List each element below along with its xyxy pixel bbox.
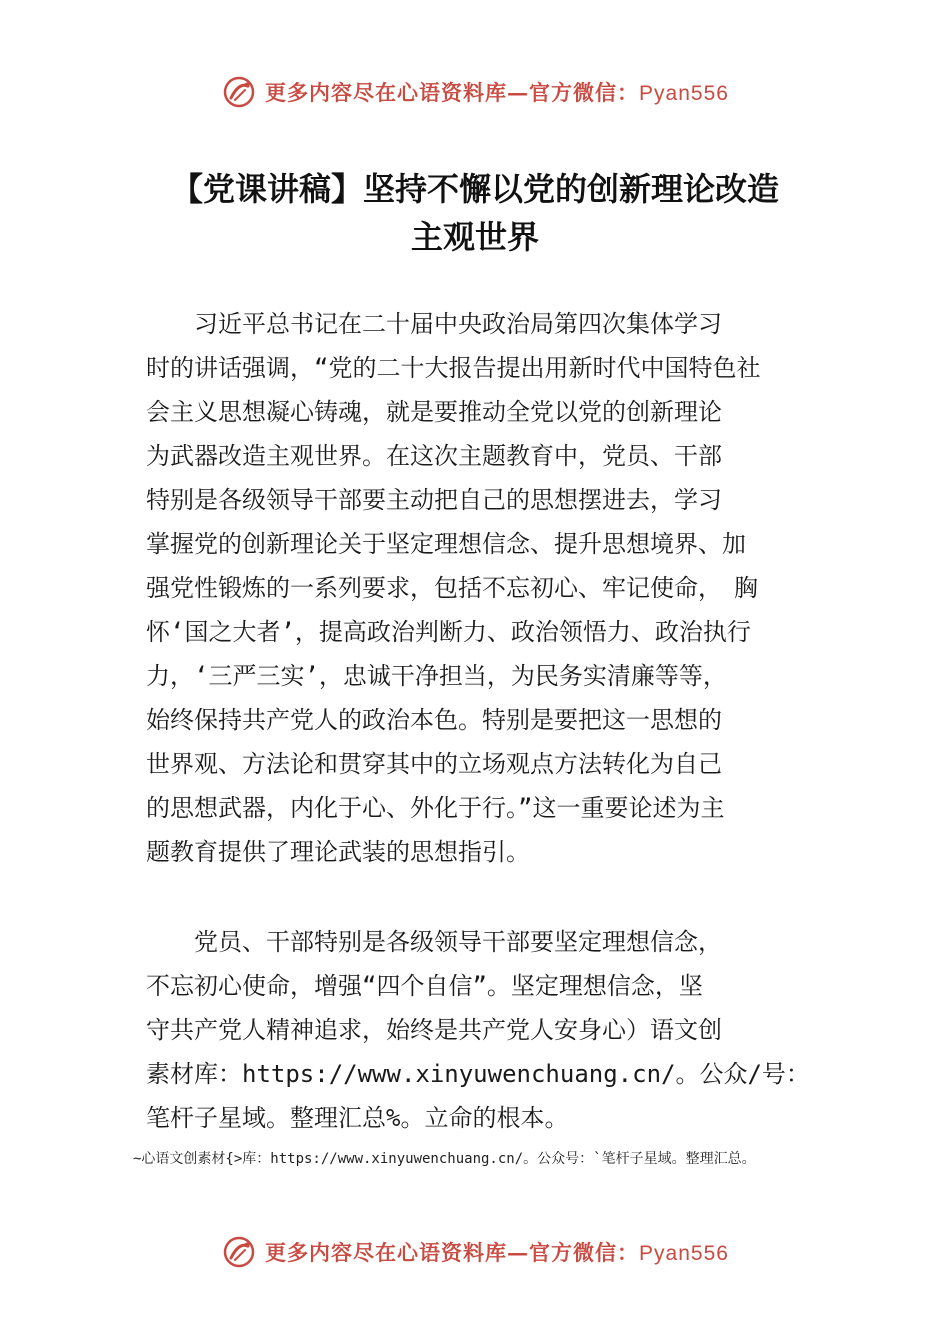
header-banner-text: 更多内容尽在心语资料库—官方微信：Pyan556 <box>265 80 729 105</box>
title-line-2: 主观世界 <box>410 218 539 256</box>
paragraph-line: 特别是各级领导干部要主动把自己的思想摆进去，学习 <box>146 486 722 514</box>
footer-banner <box>0 1230 950 1274</box>
paragraph-line: 不忘初心使命，增强“四个自信”。坚定理想信念，坚 <box>146 972 703 1000</box>
paragraph-line: 强党性锻炼的一系列要求，包括不忘初心、牢记使命， 胸 <box>146 574 758 602</box>
paragraph-line: 掌握党的创新理论关于坚定理想信念、提升思想境界、加 <box>146 530 746 558</box>
brand-logo-icon <box>221 74 257 110</box>
footnote: ~心语文创素材{>库：https://www.xinyuwenchuang.cn/。公众号：`笔杆子星域。整理汇总。 <box>133 1151 756 1167</box>
paragraph-line: 为武器改造主观世界。在这次主题教育中，党员、干部 <box>146 442 722 470</box>
paragraph-line: 素材库：https://www.xinyuwenchuang.cn/。公众/号： <box>146 1060 810 1088</box>
paragraph-2 <box>146 920 826 1140</box>
paragraph-line: 会主义思想凝心铸魂，就是要推动全党以党的创新理论 <box>146 398 722 426</box>
paragraph-line: 世界观、方法论和贯穿其中的立场观点方法转化为自己 <box>146 750 722 778</box>
brand-logo-icon <box>221 1234 257 1270</box>
title-line-1: 【党课讲稿】坚持不懈以党的创新理论改造 <box>170 170 779 208</box>
paragraph-line: 怀‘国之大者’，提高政治判断力、政治领悟力、政治执行 <box>146 618 751 646</box>
paragraph-line: 力，‘三严三实’，忠诚干净担当，为民务实清廉等等， <box>146 662 727 690</box>
footer-banner-text: 更多内容尽在心语资料库—官方微信：Pyan556 <box>265 1240 729 1265</box>
paragraph-line: 笔杆子星域。整理汇总%。立命的根本。 <box>146 1104 569 1132</box>
header-wechat-id: Pyan556 <box>639 82 729 105</box>
document-title <box>120 165 830 261</box>
paragraph-line: 守共产党人精神追求，始终是共产党人安身心）语文创 <box>146 1016 722 1044</box>
header-banner <box>0 70 950 114</box>
paragraph-1 <box>146 302 826 874</box>
paragraph-line: 党员、干部特别是各级领导干部要坚定理想信念， <box>146 928 722 956</box>
footer-wechat-id: Pyan556 <box>639 1242 729 1265</box>
paragraph-line: 时的讲话强调，“党的二十大报告提出用新时代中国特色社 <box>146 354 761 382</box>
paragraph-line: 题教育提供了理论武装的思想指引。 <box>146 838 530 866</box>
paragraph-line: 的思想武器，内化于心、外化于行。”这一重要论述为主 <box>146 794 725 822</box>
paragraph-line: 始终保持共产党人的政治本色。特别是要把这一思想的 <box>146 706 722 734</box>
paragraph-line: 习近平总书记在二十届中央政治局第四次集体学习 <box>146 310 722 338</box>
